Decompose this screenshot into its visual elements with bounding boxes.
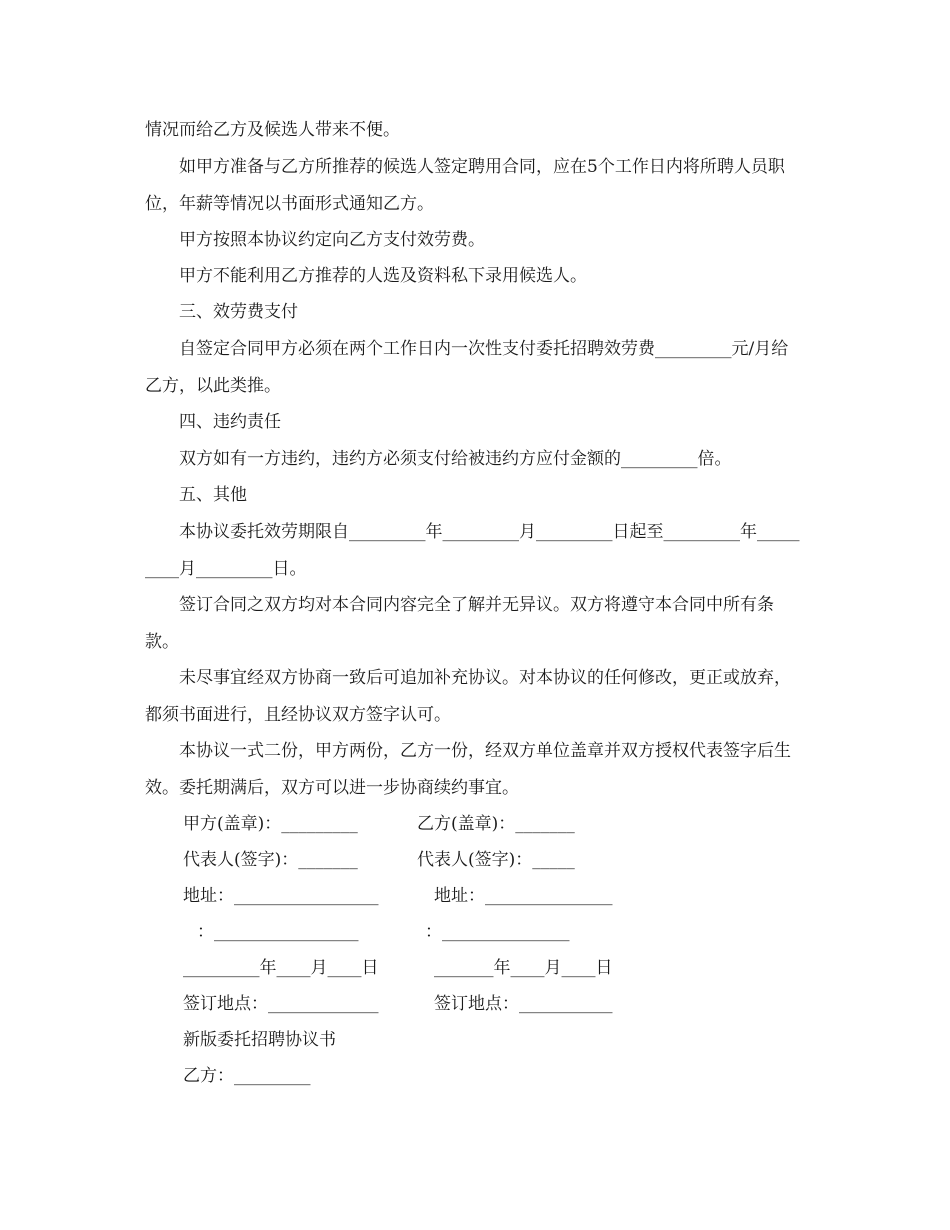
party-a-rep-field: 代表人(签字)：_______ [183, 850, 358, 870]
party-b-place-field: 签订地点：___________ [434, 994, 613, 1014]
section-heading-liability: 四、违约责任 [179, 412, 281, 432]
paragraph-notify-position: 如甲方准备与乙方所推荐的候选人签定聘用合同，应在5个工作日内将所聘人员职位，年薪等情况以书面形式通知乙方。 [145, 157, 785, 214]
party-b-blank-field: ：_______________ [425, 922, 570, 942]
party-b-footer-field: 乙方：_________ [183, 1066, 311, 1086]
party-a-place-field: 签订地点：_____________ [183, 994, 379, 1014]
paragraph-agreement: 签订合同之双方均对本合同内容完全了解并无异议。双方将遵守本合同中所有条款。 [145, 595, 774, 652]
document-title-footer: 新版委托招聘协议书 [183, 1030, 336, 1050]
party-a-blank-field: ：_________________ [197, 922, 359, 942]
paragraph-supplement: 未尽事宜经双方协商一致后可追加补充协议。对本协议的任何修改，更正或放弃，都须书面进行，且经协议双方签字认可。 [145, 668, 791, 725]
party-b-address-field: 地址：_______________ [434, 886, 613, 906]
paragraph-payment-terms: 自签定合同甲方必须在两个工作日内一次性支付委托招聘效劳费_________元/月给乙方，以此类推。 [145, 339, 789, 396]
party-a-seal-field: 甲方(盖章)：_________ [183, 814, 358, 834]
paragraph-continuation: 情况而给乙方及候选人带来不便。 [145, 120, 400, 140]
section-heading-payment: 三、效劳费支付 [179, 302, 298, 322]
party-a-address-field: 地址：_________________ [183, 886, 379, 906]
paragraph-liability-terms: 双方如有一方违约，违约方必须支付给被违约方应付金额的_________倍。 [179, 449, 732, 469]
paragraph-no-private-hire: 甲方不能利用乙方推荐的人选及资料私下录用候选人。 [179, 266, 587, 286]
party-a-date-field: _________年____月____日 [183, 958, 379, 978]
paragraph-term-period: 本协议委托效劳期限自_________年_________月_________日起至_________年_________月_________日。 [145, 522, 800, 579]
party-b-seal-field: 乙方(盖章)：_______ [417, 814, 575, 834]
paragraph-pay-fee: 甲方按照本协议约定向乙方支付效劳费。 [179, 230, 485, 250]
party-b-rep-field: 代表人(签字)：_____ [417, 850, 575, 870]
paragraph-copies: 本协议一式二份，甲方两份，乙方一份，经双方单位盖章并双方授权代表签字后生效。委托期满后，双方可以进一步协商续约事宜。 [145, 741, 791, 798]
section-heading-other: 五、其他 [179, 485, 247, 505]
party-b-date-field: _______年____月____日 [434, 958, 613, 978]
